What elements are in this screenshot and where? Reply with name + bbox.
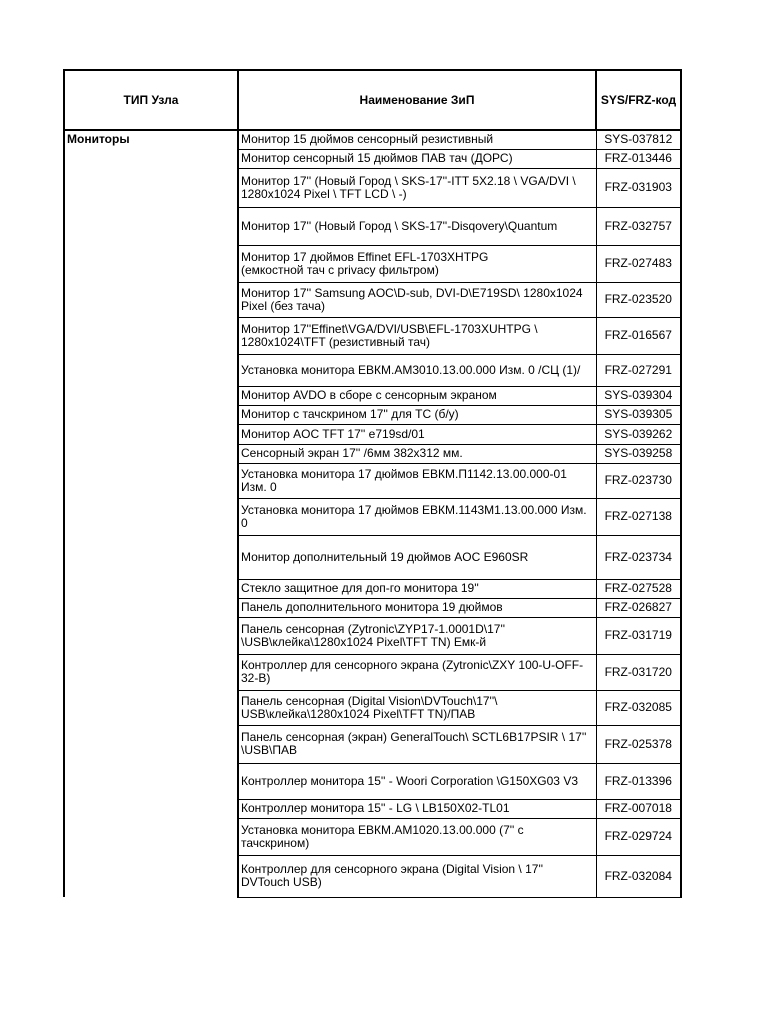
part-code-cell: FRZ-027528 bbox=[596, 579, 681, 598]
part-name-cell: Панель сенсорная (экран) GeneralTouch\ SCTL6B17PSIR \ 17'' \USB\ПАВ bbox=[238, 725, 596, 763]
part-name-cell: Монитор 17'' Samsung AOC\D-sub, DVI-D\E719SD\ 1280x1024 Pixel (без тача) bbox=[238, 282, 596, 317]
part-name-cell: Панель сенсорная (Zytronic\ZYP17-1.0001D\17'' \USB\клейка\1280x1024 Pixel\TFT TN) Емк-й bbox=[238, 617, 596, 654]
part-name-cell: Монитор сенсорный 15 дюймов ПАВ тач (ДОРС) bbox=[238, 149, 596, 168]
part-code-cell: FRZ-031720 bbox=[596, 654, 681, 690]
part-name-cell: Сенсорный экран 17'' /6мм 382х312 мм. bbox=[238, 444, 596, 463]
header-row bbox=[64, 70, 681, 130]
part-code-cell: FRZ-016567 bbox=[596, 317, 681, 354]
table-row bbox=[64, 130, 681, 149]
part-name-cell: Установка монитора 17 дюймов ЕВКМ.П1142.13.00.000-01 Изм. 0 bbox=[238, 463, 596, 498]
part-code-cell: FRZ-025378 bbox=[596, 725, 681, 763]
part-code-cell: FRZ-007018 bbox=[596, 799, 681, 818]
table-body bbox=[64, 130, 681, 897]
part-name-cell: Стекло защитное для доп-го монитора 19'' bbox=[238, 579, 596, 598]
spreadsheet bbox=[63, 69, 680, 898]
part-name-cell: Монитор 17'' (Новый Город \ SKS-17''-Disqovery\Quantum bbox=[238, 207, 596, 245]
part-name-cell: Установка монитора ЕВКМ.АМ3010.13.00.000 Изм. 0 /СЦ (1)/ bbox=[238, 354, 596, 386]
part-name-cell: Контроллер для сенсорного экрана (Digital Vision \ 17'' DVTouch USB) bbox=[238, 855, 596, 897]
header-type: ТИП Узла bbox=[64, 70, 238, 130]
part-name-cell: Установка монитора ЕВКМ.АМ1020.13.00.000 (7'' с тачскрином) bbox=[238, 818, 596, 855]
part-name-cell: Монитор 17'' (Новый Город \ SKS-17''-ITT 5X2.18 \ VGA/DVI \ 1280x1024 Pixel \ TFT LCD \ -) bbox=[238, 168, 596, 207]
part-code-cell: SYS-039262 bbox=[596, 424, 681, 444]
part-name-cell: Монитор с тачскрином 17'' для ТС (б/у) bbox=[238, 405, 596, 424]
part-name-cell: Контроллер для сенсорного экрана (Zytronic\ZXY 100-U-OFF-32-B) bbox=[238, 654, 596, 690]
part-code-cell: FRZ-013446 bbox=[596, 149, 681, 168]
part-code-cell: FRZ-032757 bbox=[596, 207, 681, 245]
part-code-cell: FRZ-031719 bbox=[596, 617, 681, 654]
part-code-cell: SYS-039304 bbox=[596, 386, 681, 405]
part-code-cell: FRZ-032085 bbox=[596, 690, 681, 725]
part-code-cell: FRZ-026827 bbox=[596, 598, 681, 617]
part-code-cell: FRZ-023730 bbox=[596, 463, 681, 498]
part-name-cell: Контроллер монитора 15'' - Woori Corporation \G150XG03 V3 bbox=[238, 763, 596, 799]
part-name-cell: Монитор AVDO в сборе с сенсорным экраном bbox=[238, 386, 596, 405]
part-code-cell: FRZ-013396 bbox=[596, 763, 681, 799]
part-name-cell: Монитор 17''Effinet\VGA/DVI/USB\EFL-1703XUHTPG \ 1280x1024\TFT (резистивный тач) bbox=[238, 317, 596, 354]
part-code-cell: FRZ-029724 bbox=[596, 818, 681, 855]
part-code-cell: SYS-037812 bbox=[596, 130, 681, 149]
part-code-cell: FRZ-023520 bbox=[596, 282, 681, 317]
part-code-cell: SYS-039305 bbox=[596, 405, 681, 424]
header-name: Наименование ЗиП bbox=[238, 70, 596, 130]
part-name-cell: Панель дополнительного монитора 19 дюймов bbox=[238, 598, 596, 617]
group-type-cell: Мониторы bbox=[64, 130, 238, 897]
part-code-cell: FRZ-023734 bbox=[596, 535, 681, 579]
part-code-cell: FRZ-032084 bbox=[596, 855, 681, 897]
part-name-cell: Монитор 17 дюймов Effinet EFL-1703XHTPG (емкостной тач с privacy фильтром) bbox=[238, 245, 596, 282]
part-name-cell: Панель сенсорная (Digital Vision\DVTouch\17''\ USB\клейка\1280x1024 Pixel\TFT TN)/ПАВ bbox=[238, 690, 596, 725]
part-name-cell: Установка монитора 17 дюймов ЕВКМ.1143М1.13.00.000 Изм. 0 bbox=[238, 498, 596, 535]
part-code-cell: FRZ-027291 bbox=[596, 354, 681, 386]
header-code: SYS/FRZ-код bbox=[596, 70, 681, 130]
part-name-cell: Монитор дополнительный 19 дюймов AOC E960SR bbox=[238, 535, 596, 579]
part-code-cell: FRZ-031903 bbox=[596, 168, 681, 207]
part-name-cell: Монитор AOC TFT 17'' e719sd/01 bbox=[238, 424, 596, 444]
part-code-cell: FRZ-027138 bbox=[596, 498, 681, 535]
part-code-cell: SYS-039258 bbox=[596, 444, 681, 463]
part-code-cell: FRZ-027483 bbox=[596, 245, 681, 282]
spare-parts-table bbox=[63, 69, 682, 898]
part-name-cell: Контроллер монитора 15'' - LG \ LB150X02-TL01 bbox=[238, 799, 596, 818]
part-name-cell: Монитор 15 дюймов сенсорный резистивный bbox=[238, 130, 596, 149]
